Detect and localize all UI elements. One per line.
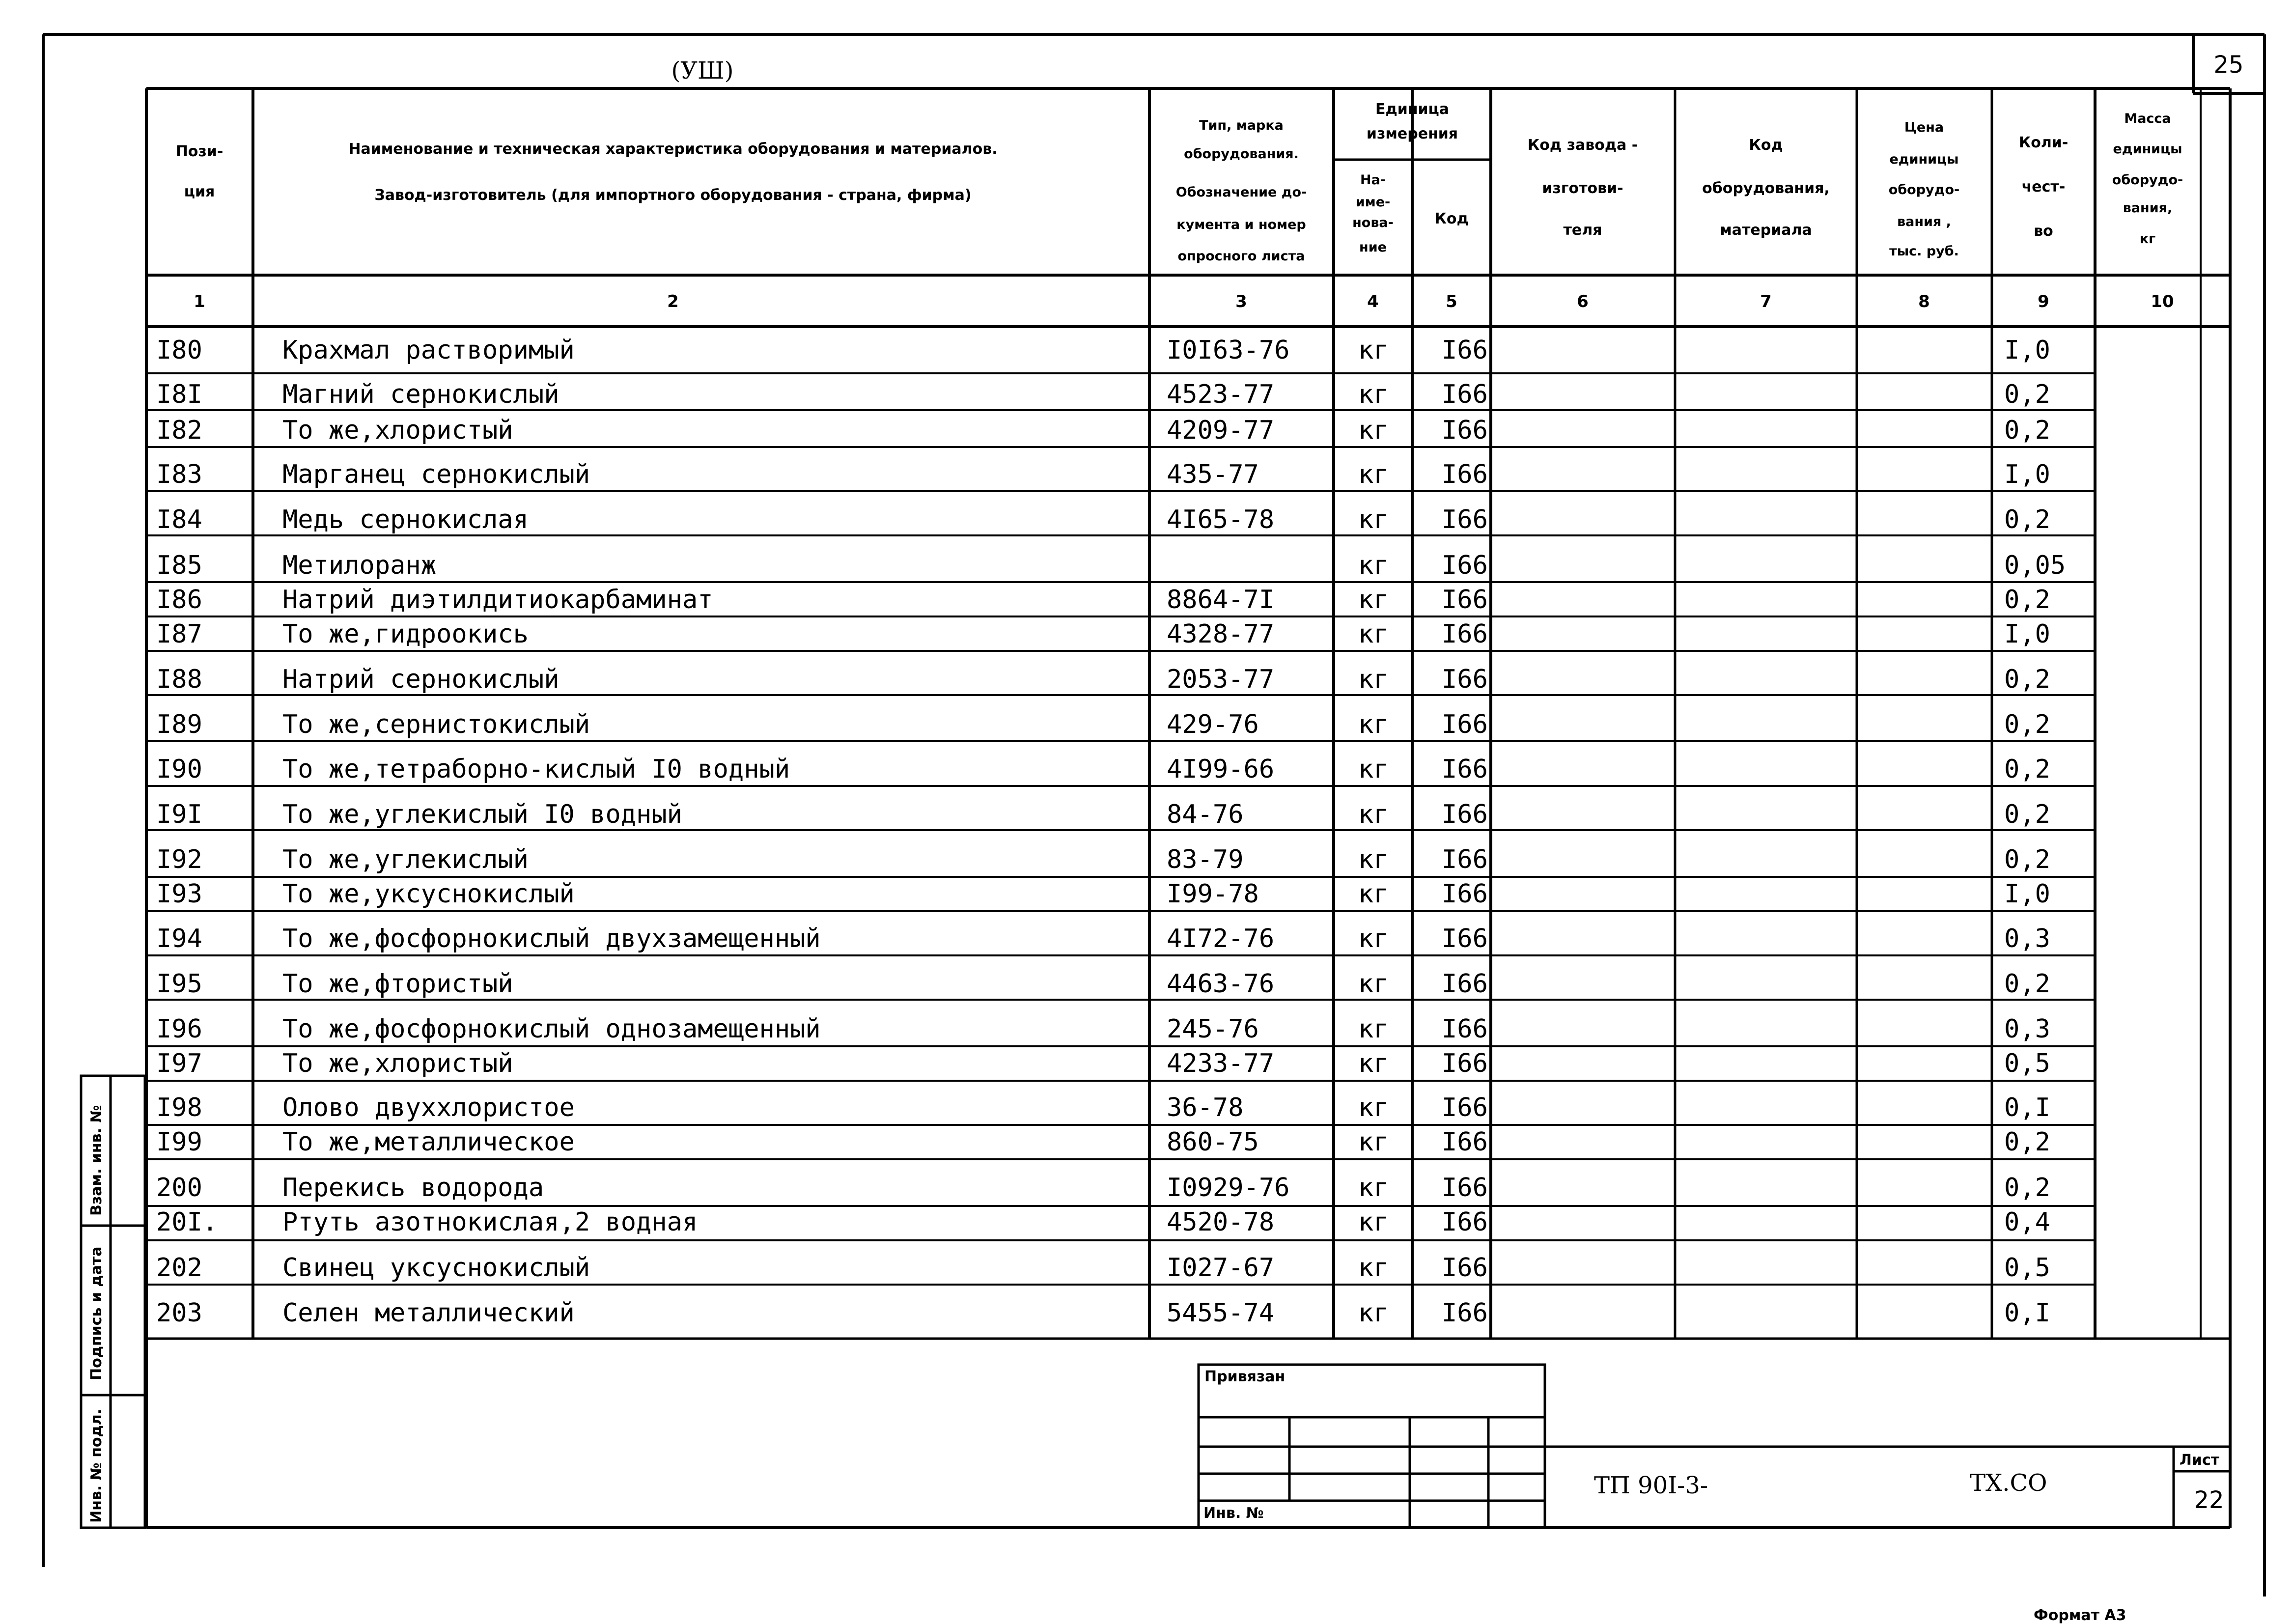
title-block [1199, 1365, 2230, 1528]
header-col-8-line: тыс. руб. [1889, 244, 1959, 259]
header-col-3-line: оборудования. [1184, 146, 1299, 162]
header-col-1-line: Пози- [175, 143, 224, 160]
row-quantity: 0,2 [2004, 710, 2050, 739]
row-unit: кг [1358, 665, 1389, 694]
row-position: I99 [156, 1127, 202, 1157]
table-row [156, 1127, 2050, 1157]
row-document: 860-75 [1167, 1127, 1259, 1157]
row-position: I86 [156, 585, 202, 615]
row-document: 4520-78 [1167, 1207, 1275, 1237]
row-code: I66 [1442, 800, 1488, 829]
row-name: То же,фосфорнокислый двухзамещенный [282, 924, 821, 953]
row-unit: кг [1358, 1207, 1389, 1237]
row-position: I90 [156, 755, 202, 784]
row-name: То же,углекислый [282, 845, 529, 874]
table-body [156, 336, 2066, 1328]
row-document: 2053-77 [1167, 665, 1275, 694]
header-col-10-line: кг [2139, 231, 2156, 247]
section-mark: (УШ) [671, 57, 734, 84]
row-unit: кг [1358, 800, 1389, 829]
row-unit: кг [1358, 755, 1389, 784]
row-position: I85 [156, 551, 202, 580]
row-position: I95 [156, 969, 202, 999]
row-unit: кг [1358, 1298, 1389, 1328]
row-name: Селен металлический [282, 1298, 575, 1328]
row-position: 200 [156, 1173, 202, 1203]
column-number: 5 [1446, 292, 1457, 311]
row-document: I0I63-76 [1167, 336, 1290, 365]
table-row [156, 505, 2050, 534]
table-row [156, 924, 2050, 953]
row-position: I9I [156, 800, 202, 829]
page-number: 25 [2213, 51, 2244, 79]
table-header [176, 101, 2183, 264]
row-unit: кг [1358, 924, 1389, 953]
row-name: Магний сернокислый [282, 380, 559, 409]
table-row [156, 710, 2050, 739]
header-col-7-line: оборудования, [1702, 180, 1830, 197]
table-row [156, 380, 2050, 409]
row-document: 4I72-76 [1167, 924, 1275, 953]
row-quantity: 0,I [2004, 1093, 2050, 1122]
row-document: 4328-77 [1167, 619, 1275, 649]
row-name: Метилоранж [282, 551, 437, 580]
row-code: I66 [1442, 1049, 1488, 1078]
row-document: I99-78 [1167, 879, 1259, 909]
row-position: I97 [156, 1049, 202, 1078]
table-row [156, 665, 2050, 694]
row-name: Медь сернокислая [282, 505, 529, 534]
row-name: То же,хлористый [282, 416, 513, 445]
header-col-3-line: Обозначение до- [1175, 185, 1307, 200]
row-document: 245-76 [1167, 1014, 1259, 1044]
row-unit: кг [1358, 1093, 1389, 1122]
row-document: 83-79 [1167, 845, 1244, 874]
table-row [156, 879, 2050, 909]
row-code: I66 [1442, 416, 1488, 445]
row-quantity: 0,05 [2004, 551, 2066, 580]
row-code: I66 [1442, 665, 1488, 694]
row-document: I027-67 [1167, 1253, 1275, 1283]
row-unit: кг [1358, 1049, 1389, 1078]
row-document: 4523-77 [1167, 380, 1275, 409]
table-row [156, 845, 2050, 874]
row-code: I66 [1442, 969, 1488, 999]
row-unit: кг [1358, 505, 1389, 534]
row-name: То же,уксуснокислый [282, 879, 575, 909]
row-code: I66 [1442, 755, 1488, 784]
table-row [156, 460, 2050, 489]
row-unit: кг [1358, 845, 1389, 874]
row-position: I82 [156, 416, 202, 445]
table-row [156, 800, 2050, 829]
header-col-6-line: теля [1563, 222, 1602, 239]
row-unit: кг [1358, 1253, 1389, 1283]
inv-label: Инв. № [1203, 1505, 1264, 1522]
header-unit-group-line: измерения [1366, 125, 1458, 142]
header-col-10-line: оборудо- [2112, 172, 2183, 188]
row-name: Натрий сернокислый [282, 665, 559, 694]
header-col-8-line: вания , [1897, 214, 1951, 229]
row-document: 429-76 [1167, 710, 1259, 739]
row-quantity: 0,2 [2004, 845, 2050, 874]
row-quantity: 0,I [2004, 1298, 2050, 1328]
row-unit: кг [1358, 1014, 1389, 1044]
table-row [156, 755, 2050, 784]
row-code: I66 [1442, 1173, 1488, 1203]
sidebar-signature-date: Подпись и дата [88, 1246, 105, 1380]
row-quantity: I,0 [2004, 460, 2050, 489]
row-code: I66 [1442, 1207, 1488, 1237]
header-col-6-line: Код завода - [1527, 137, 1638, 154]
header-col-3-line: Тип, марка [1199, 118, 1284, 133]
table-row [156, 1173, 2050, 1203]
row-name: То же,сернистокислый [282, 710, 590, 739]
row-position: I92 [156, 845, 202, 874]
header-col-6-line: изготови- [1542, 180, 1623, 197]
row-quantity: 0,3 [2004, 1014, 2050, 1044]
document-code: ТП 90I-3- [1594, 1472, 1708, 1499]
row-document: 435-77 [1167, 460, 1259, 489]
row-position: 203 [156, 1298, 202, 1328]
row-position: I89 [156, 710, 202, 739]
row-name: То же,хлористый [282, 1049, 513, 1078]
row-document: 36-78 [1167, 1093, 1244, 1122]
table-row [156, 619, 2050, 649]
row-quantity: 0,2 [2004, 380, 2050, 409]
row-name: То же,фтористый [282, 969, 513, 999]
header-col-9-line: во [2034, 223, 2053, 240]
header-col-7-line: Код [1749, 137, 1783, 154]
row-position: I87 [156, 619, 202, 649]
header-col-1-line: ция [184, 183, 215, 200]
row-position: I80 [156, 336, 202, 365]
sheet-label: Лист [2180, 1452, 2220, 1469]
format-label: Формат А3 [2034, 1607, 2126, 1624]
row-quantity: I,0 [2004, 619, 2050, 649]
row-code: I66 [1442, 879, 1488, 909]
row-code: I66 [1442, 585, 1488, 615]
row-unit: кг [1358, 710, 1389, 739]
row-quantity: 0,2 [2004, 505, 2050, 534]
table-row [156, 969, 2050, 999]
row-document: 8864-7I [1167, 585, 1275, 615]
row-code: I66 [1442, 1014, 1488, 1044]
row-position: I83 [156, 460, 202, 489]
header-col-3-line: опросного листа [1177, 249, 1305, 264]
row-quantity: 0,2 [2004, 1127, 2050, 1157]
row-name: Олово двуххлористое [282, 1093, 575, 1122]
row-code: I66 [1442, 336, 1488, 365]
row-quantity: 0,5 [2004, 1253, 2050, 1283]
row-code: I66 [1442, 505, 1488, 534]
row-name: Крахмал растворимый [282, 336, 575, 365]
header-col-3-line: кумента и номер [1176, 217, 1306, 232]
row-code: I66 [1442, 380, 1488, 409]
row-document: 4233-77 [1167, 1049, 1275, 1078]
row-document: 4I99-66 [1167, 755, 1275, 784]
header-unit-group-line: Единица [1375, 101, 1449, 118]
row-name: То же,фосфорнокислый однозамещенный [282, 1014, 821, 1044]
row-name: То же,гидроокись [282, 619, 529, 649]
header-col-8-line: оборудо- [1888, 182, 1960, 197]
row-quantity: 0,4 [2004, 1207, 2050, 1237]
column-number: 9 [2038, 292, 2049, 311]
row-unit: кг [1358, 336, 1389, 365]
row-position: 20I. [156, 1207, 218, 1237]
row-unit: кг [1358, 551, 1389, 580]
row-code: I66 [1442, 1127, 1488, 1157]
row-document: 4209-77 [1167, 416, 1275, 445]
row-document: I0929-76 [1167, 1173, 1290, 1203]
row-position: 202 [156, 1253, 202, 1283]
header-col-8-line: Цена [1904, 120, 1944, 135]
header-col-4-line: нова- [1352, 215, 1394, 230]
row-code: I66 [1442, 710, 1488, 739]
row-code: I66 [1442, 551, 1488, 580]
row-code: I66 [1442, 460, 1488, 489]
row-quantity: 0,2 [2004, 1173, 2050, 1203]
row-unit: кг [1358, 416, 1389, 445]
column-number: 10 [2151, 292, 2174, 311]
column-number: 2 [667, 292, 679, 311]
row-unit: кг [1358, 585, 1389, 615]
table-row [156, 336, 2050, 365]
header-col-4-line: ние [1359, 240, 1387, 255]
table-row [156, 1207, 2050, 1237]
row-unit: кг [1358, 1173, 1389, 1203]
row-name: То же,тетраборно-кислый I0 водный [282, 755, 790, 784]
sidebar-replace-inv: Взам. инв. № [88, 1105, 105, 1216]
row-code: I66 [1442, 924, 1488, 953]
header-col-4-line: На- [1360, 172, 1386, 188]
header-col-10-line: вания, [2123, 200, 2173, 216]
row-document: 5455-74 [1167, 1298, 1275, 1328]
table-row [156, 551, 2066, 580]
row-unit: кг [1358, 460, 1389, 489]
column-number: 4 [1367, 292, 1379, 311]
header-col-2-line: Наименование и техническая характеристика оборудования и материалов. [348, 140, 998, 158]
attached-label: Привязан [1204, 1368, 1286, 1385]
header-col-9-line: чест- [2021, 178, 2066, 196]
table-row [156, 1298, 2050, 1328]
row-code: I66 [1442, 1298, 1488, 1328]
table-row [156, 416, 2050, 445]
row-unit: кг [1358, 380, 1389, 409]
row-quantity: 0,2 [2004, 665, 2050, 694]
sidebar-inv-orig: Инв. № подл. [88, 1408, 105, 1523]
table-row [156, 585, 2050, 615]
sheet-number: 22 [2194, 1486, 2224, 1514]
row-position: I93 [156, 879, 202, 909]
row-code: I66 [1442, 1093, 1488, 1122]
row-name: Перекись водорода [282, 1173, 544, 1203]
table-row [156, 1093, 2050, 1122]
row-position: I96 [156, 1014, 202, 1044]
header-col-2-line: Завод-изготовитель (для импортного оборудования - страна, фирма) [374, 187, 972, 204]
header-col-8-line: единицы [1889, 152, 1959, 167]
row-document: 4I65-78 [1167, 505, 1275, 534]
header-col-10-line: единицы [2113, 141, 2182, 157]
row-quantity: 0,3 [2004, 924, 2050, 953]
table-row [156, 1253, 2050, 1283]
row-position: I88 [156, 665, 202, 694]
table-row [156, 1049, 2050, 1078]
column-number: 6 [1577, 292, 1589, 311]
column-number: 3 [1235, 292, 1247, 311]
row-quantity: 0,2 [2004, 969, 2050, 999]
row-name: Ртуть азотнокислая,2 водная [282, 1207, 698, 1237]
header-col-9-line: Коли- [2018, 134, 2068, 151]
table-row [156, 1014, 2050, 1044]
row-code: I66 [1442, 619, 1488, 649]
row-document: 4463-76 [1167, 969, 1275, 999]
row-name: Натрий диэтилдитиокарбаминат [282, 585, 713, 615]
column-number: 8 [1918, 292, 1930, 311]
row-quantity: 0,2 [2004, 585, 2050, 615]
row-unit: кг [1358, 1127, 1389, 1157]
row-position: I98 [156, 1093, 202, 1122]
column-number: 7 [1760, 292, 1772, 311]
row-name: То же,металлическое [282, 1127, 575, 1157]
document-suffix: ТХ.СО [1970, 1469, 2047, 1497]
header-col-5-line: Код [1434, 210, 1469, 227]
row-unit: кг [1358, 619, 1389, 649]
column-number: 1 [194, 292, 205, 311]
row-quantity: 0,2 [2004, 800, 2050, 829]
row-document: 84-76 [1167, 800, 1244, 829]
row-position: I84 [156, 505, 202, 534]
row-quantity: 0,2 [2004, 755, 2050, 784]
row-quantity: 0,5 [2004, 1049, 2050, 1078]
row-name: Свинец уксуснокислый [282, 1253, 590, 1283]
row-quantity: 0,2 [2004, 416, 2050, 445]
column-numbers [194, 292, 2174, 311]
row-name: Марганец сернокислый [282, 460, 590, 489]
row-position: I94 [156, 924, 202, 953]
row-unit: кг [1358, 969, 1389, 999]
header-col-4-line: име- [1355, 195, 1391, 210]
row-quantity: I,0 [2004, 336, 2050, 365]
row-position: I8I [156, 380, 202, 409]
header-col-10-line: Масса [2124, 111, 2171, 126]
row-code: I66 [1442, 845, 1488, 874]
row-code: I66 [1442, 1253, 1488, 1283]
header-col-7-line: материала [1720, 222, 1812, 239]
row-quantity: I,0 [2004, 879, 2050, 909]
row-name: То же,углекислый I0 водный [282, 800, 682, 829]
row-unit: кг [1358, 879, 1389, 909]
